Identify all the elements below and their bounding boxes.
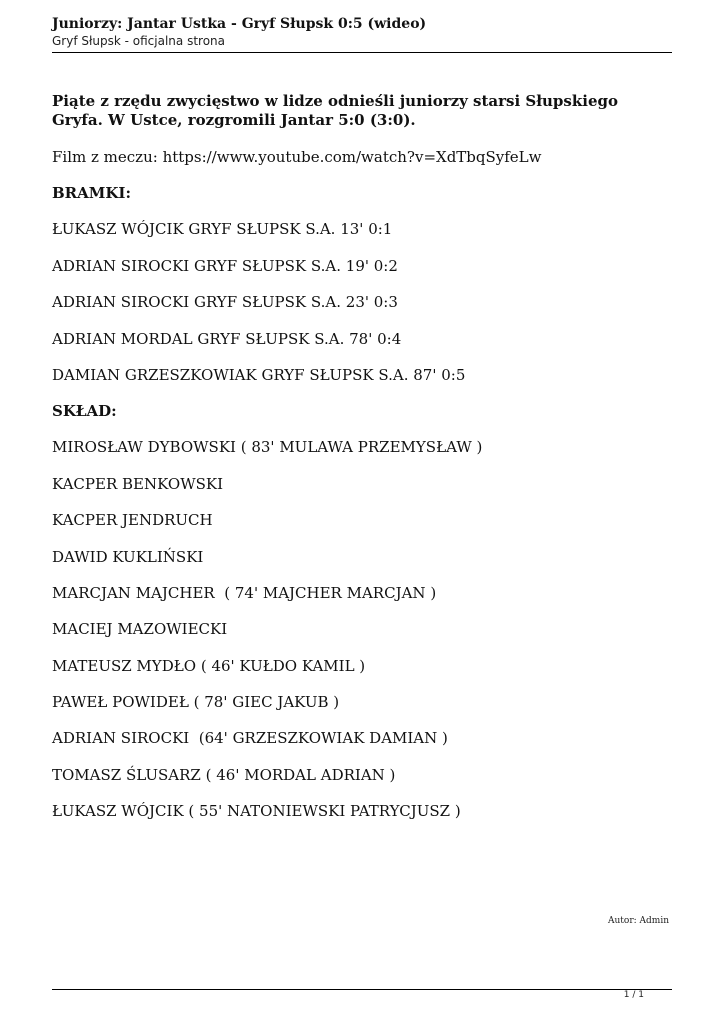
goal-item: ŁUKASZ WÓJCIK GRYF SŁUPSK S.A. 13' 0:1 xyxy=(52,220,393,239)
squad-item: TOMASZ ŚLUSARZ ( 46' MORDAL ADRIAN ) xyxy=(52,765,396,784)
squad-item: MACIEJ MAZOWIECKI xyxy=(52,620,228,639)
header-divider xyxy=(52,52,672,53)
article-title: Juniorzy: Jantar Ustka - Gryf Słupsk 0:5 (wideo) xyxy=(52,16,427,32)
squad-item: ŁUKASZ WÓJCIK ( 55' NATONIEWSKI PATRYCJUSZ ) xyxy=(52,802,461,821)
squad-item: DAWID KUKLIŃSKI xyxy=(52,547,204,566)
page-number: 1 / 1 xyxy=(623,990,644,1000)
footer-divider xyxy=(52,989,672,990)
author-credit: Autor: Admin xyxy=(608,916,669,926)
goal-item: ADRIAN SIROCKI GRYF SŁUPSK S.A. 23' 0:3 xyxy=(52,293,398,312)
squad-item: KACPER JENDRUCH xyxy=(52,511,213,530)
squad-item: PAWEŁ POWIDEŁ ( 78' GIEC JAKUB ) xyxy=(52,693,340,712)
article-lead: Piąte z rzędu zwycięstwo w lidze odnieśli juniorzy starsi Słupskiego Gryfa. W Ustce, rozgromili Jantar 5:0 (3:0). xyxy=(52,92,618,129)
goal-item: ADRIAN SIROCKI GRYF SŁUPSK S.A. 19' 0:2 xyxy=(52,256,398,275)
squad-list xyxy=(52,438,672,821)
film-label: Film z meczu: xyxy=(52,148,163,166)
goals-list xyxy=(52,220,672,385)
goal-item: DAMIAN GRZESZKOWIAK GRYF SŁUPSK S.A. 87' 0:5 xyxy=(52,365,466,384)
squad-item: ADRIAN SIROCKI (64' GRZESZKOWIAK DAMIAN ) xyxy=(52,729,448,748)
page-header xyxy=(52,16,672,49)
squad-item: MARCJAN MAJCHER ( 74' MAJCHER MARCJAN ) xyxy=(52,583,437,602)
squad-item: KACPER BENKOWSKI xyxy=(52,474,224,493)
goal-item: ADRIAN MORDAL GRYF SŁUPSK S.A. 78' 0:4 xyxy=(52,329,402,348)
squad-item: MIROSŁAW DYBOWSKI ( 83' MULAWA PRZEMYSŁAW ) xyxy=(52,438,483,457)
site-subtitle: Gryf Słupsk - oficjalna strona xyxy=(52,34,226,48)
squad-heading: SKŁAD: xyxy=(52,401,117,420)
goals-heading: BRAMKI: xyxy=(52,184,131,202)
squad-item: MATEUSZ MYDŁO ( 46' KUŁDO KAMIL ) xyxy=(52,656,366,675)
film-line xyxy=(52,148,672,167)
article-body xyxy=(52,92,672,821)
film-link[interactable]: https://www.youtube.com/watch?v=XdTbqSyfeLw xyxy=(162,148,542,166)
